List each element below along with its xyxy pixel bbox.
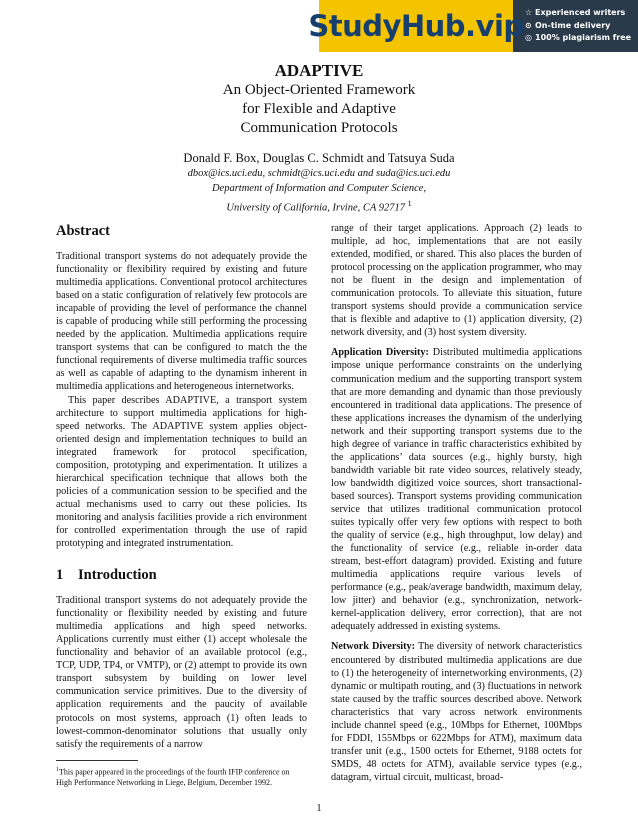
paper-authors: Donald F. Box, Douglas C. Schmidt and Tatsuya Suda (183, 151, 455, 165)
banner-feature: ◎ 100% plagiarism free (525, 32, 631, 45)
author-affiliation: University of California, Irvine, CA 92717 $^1$ (226, 199, 412, 214)
run-in-heading: Network Diversity: (331, 641, 416, 653)
paper-title: ADAPTIVE (274, 61, 364, 80)
title-block (0, 60, 638, 216)
paper-subtitle-line: Communication Protocols (240, 120, 398, 136)
star-icon: ☆ (525, 8, 533, 18)
footnote-marker: 1 (56, 766, 59, 773)
abstract-paragraph: This paper describes ADAPTIVE, a transport system architecture to support multimedia applications for high-speed networks. The ADAPTIVE system applies object-oriented design and implementation techniques to build an integrated framework for protocol specification, composition, prototyping and experimentation. It utilizes a hierarchical specification technique that allows both the policies of a communication session to be specified and the actual mechanisms used to carry out these policies. Its monitoring and analysis facilities provide a rich environment for controlled experimentation through the use of rapid prototyping and integrated instrumentation. (56, 394, 307, 550)
studyhub-logo: StudyHub.vip (319, 0, 513, 52)
intro-heading: 1 Introduction (56, 567, 157, 584)
author-department: Department of Information and Computer Science, (211, 183, 427, 194)
application-diversity-paragraph: Application Diversity: Distributed multimedia applications impose unique performance constraints on the underlying communication medium and the supporting transport system that are more demanding and dynamic than those previously encountered in traditional data applications. The presence of these applications increases the dynamism of the underlying network and their supporting transport systems due to the high degree of variance in traffic characteristics exhibited by the applications’ data sources (e.g., highly bursty, high bandwidth variable bit rate video sources, relatively steady, low bandwidth digitized voice sources, short transactional-based sources). Transport systems providing communication service that utilizes traditional communication protocol suites typically offer very few options with respect to both the quality of service (e.g., high throughput, low delay) and the functionality of service (e.g., reliable in-order data stream, best-effort datagram) provided. Existing and future multimedia applications require various levels of performance (e.g., peak/average bandwidth, maximum delay, low jitter) and behavior (e.g., synchronization, network-kernel-application delivery, error correction), that are not adequately addressed in existing systems. (331, 347, 583, 633)
network-diversity-paragraph: Network Diversity: The diversity of network characteristics encountered by distributed multimedia applications are due to (1) the heterogeneity of internetworking environments, (2) dynamic or multipath routing, and (3) fluctuations in network state caused by the traffic sources described above. Network characteristics that vary across network environments include channel speed (e.g., 10Mbps for Ethernet, 100Mbps for FDDI, 155Mbps or 622Mbps for ATM), maximum data transfer unit (e.g., 1500 octets for Ethernet, 9188 octets for SMDS, 48 octets for ATM), available service types (e.g., datagram, virtual circuit, multicast, broad- (331, 641, 582, 783)
body-paragraph: range of their target applications. Approach (2) leads to multiple, ad hoc, implementations that are not easily extended, modified, or shared. This also places the burden of protocol processing on the application programmer, who may not be fluent in the design and implementation of communication protocols. To alleviate this situation, future transport systems should provide a communication service that is flexible and adaptive to (1) application diversity, (2) network diversity, and (3) host system diversity. (331, 223, 582, 339)
abstract-paragraph: Traditional transport systems do not adequately provide the functionality or flexibility required by existing and future multimedia applications. Conventional protocol architectures based on a static configuration of relatively few protocols are incapable of providing the level of performance the channel is capable of producing while still performing the processing needed by the application. Multimedia applications require transport systems that can be configured to match the the functional requirements of diverse multimedia traffic sources as well as capable of adapting to the dynamism inherent in multimedia applications and heterogeneous internetworks. (56, 251, 307, 393)
studyhub-banner[interactable] (308, 0, 638, 52)
right-column (331, 222, 582, 784)
section-number: 1 (56, 567, 64, 584)
intro-paragraph: Traditional transport systems do not adequately provide the functionality or flexibility needed by existing and future multimedia applications and high speed networks. Applications currently must either (1) accept wholesale the functionality and behavior of an available protocol (e.g., TCP, UDP, TP4, or VMTP), or (2) attempt to provide its own transport subsystem by building on lower level communication service primitives. Due to the diversity of application requirements and the paucity of available protocols on most systems, approach (1) often leads to lowest-common-denominator solutions that usually only satisfy the requirements of a narrow (56, 595, 307, 750)
author-emails: dbox@ics.uci.edu, schmidt@ics.uci.edu and suda@ics.uci.edu (187, 168, 451, 179)
abstract-heading: Abstract (56, 223, 110, 239)
banner-feature: ⊙ On-time delivery (525, 20, 631, 33)
run-in-heading: Application Diversity: (331, 347, 429, 359)
paper-subtitle-line: for Flexible and Adaptive (242, 101, 396, 117)
paper-subtitle-line: An Object-Oriented Framework (222, 82, 416, 98)
left-column (56, 222, 307, 788)
banner-features (513, 7, 631, 45)
page-number: 1 (316, 803, 322, 814)
footnote: $^1$This paper appeared in the proceedings of the fourth IFIP conference on High Performance Networking in Liege, Belgium, December 1992. (56, 766, 290, 787)
footnote-rule (56, 760, 138, 761)
check-badge-icon: ◎ (525, 33, 532, 43)
clock-icon: ⊙ (525, 20, 532, 30)
footnote-marker: 1 (407, 199, 412, 208)
banner-feature: ☆ Experienced writers (525, 7, 631, 20)
